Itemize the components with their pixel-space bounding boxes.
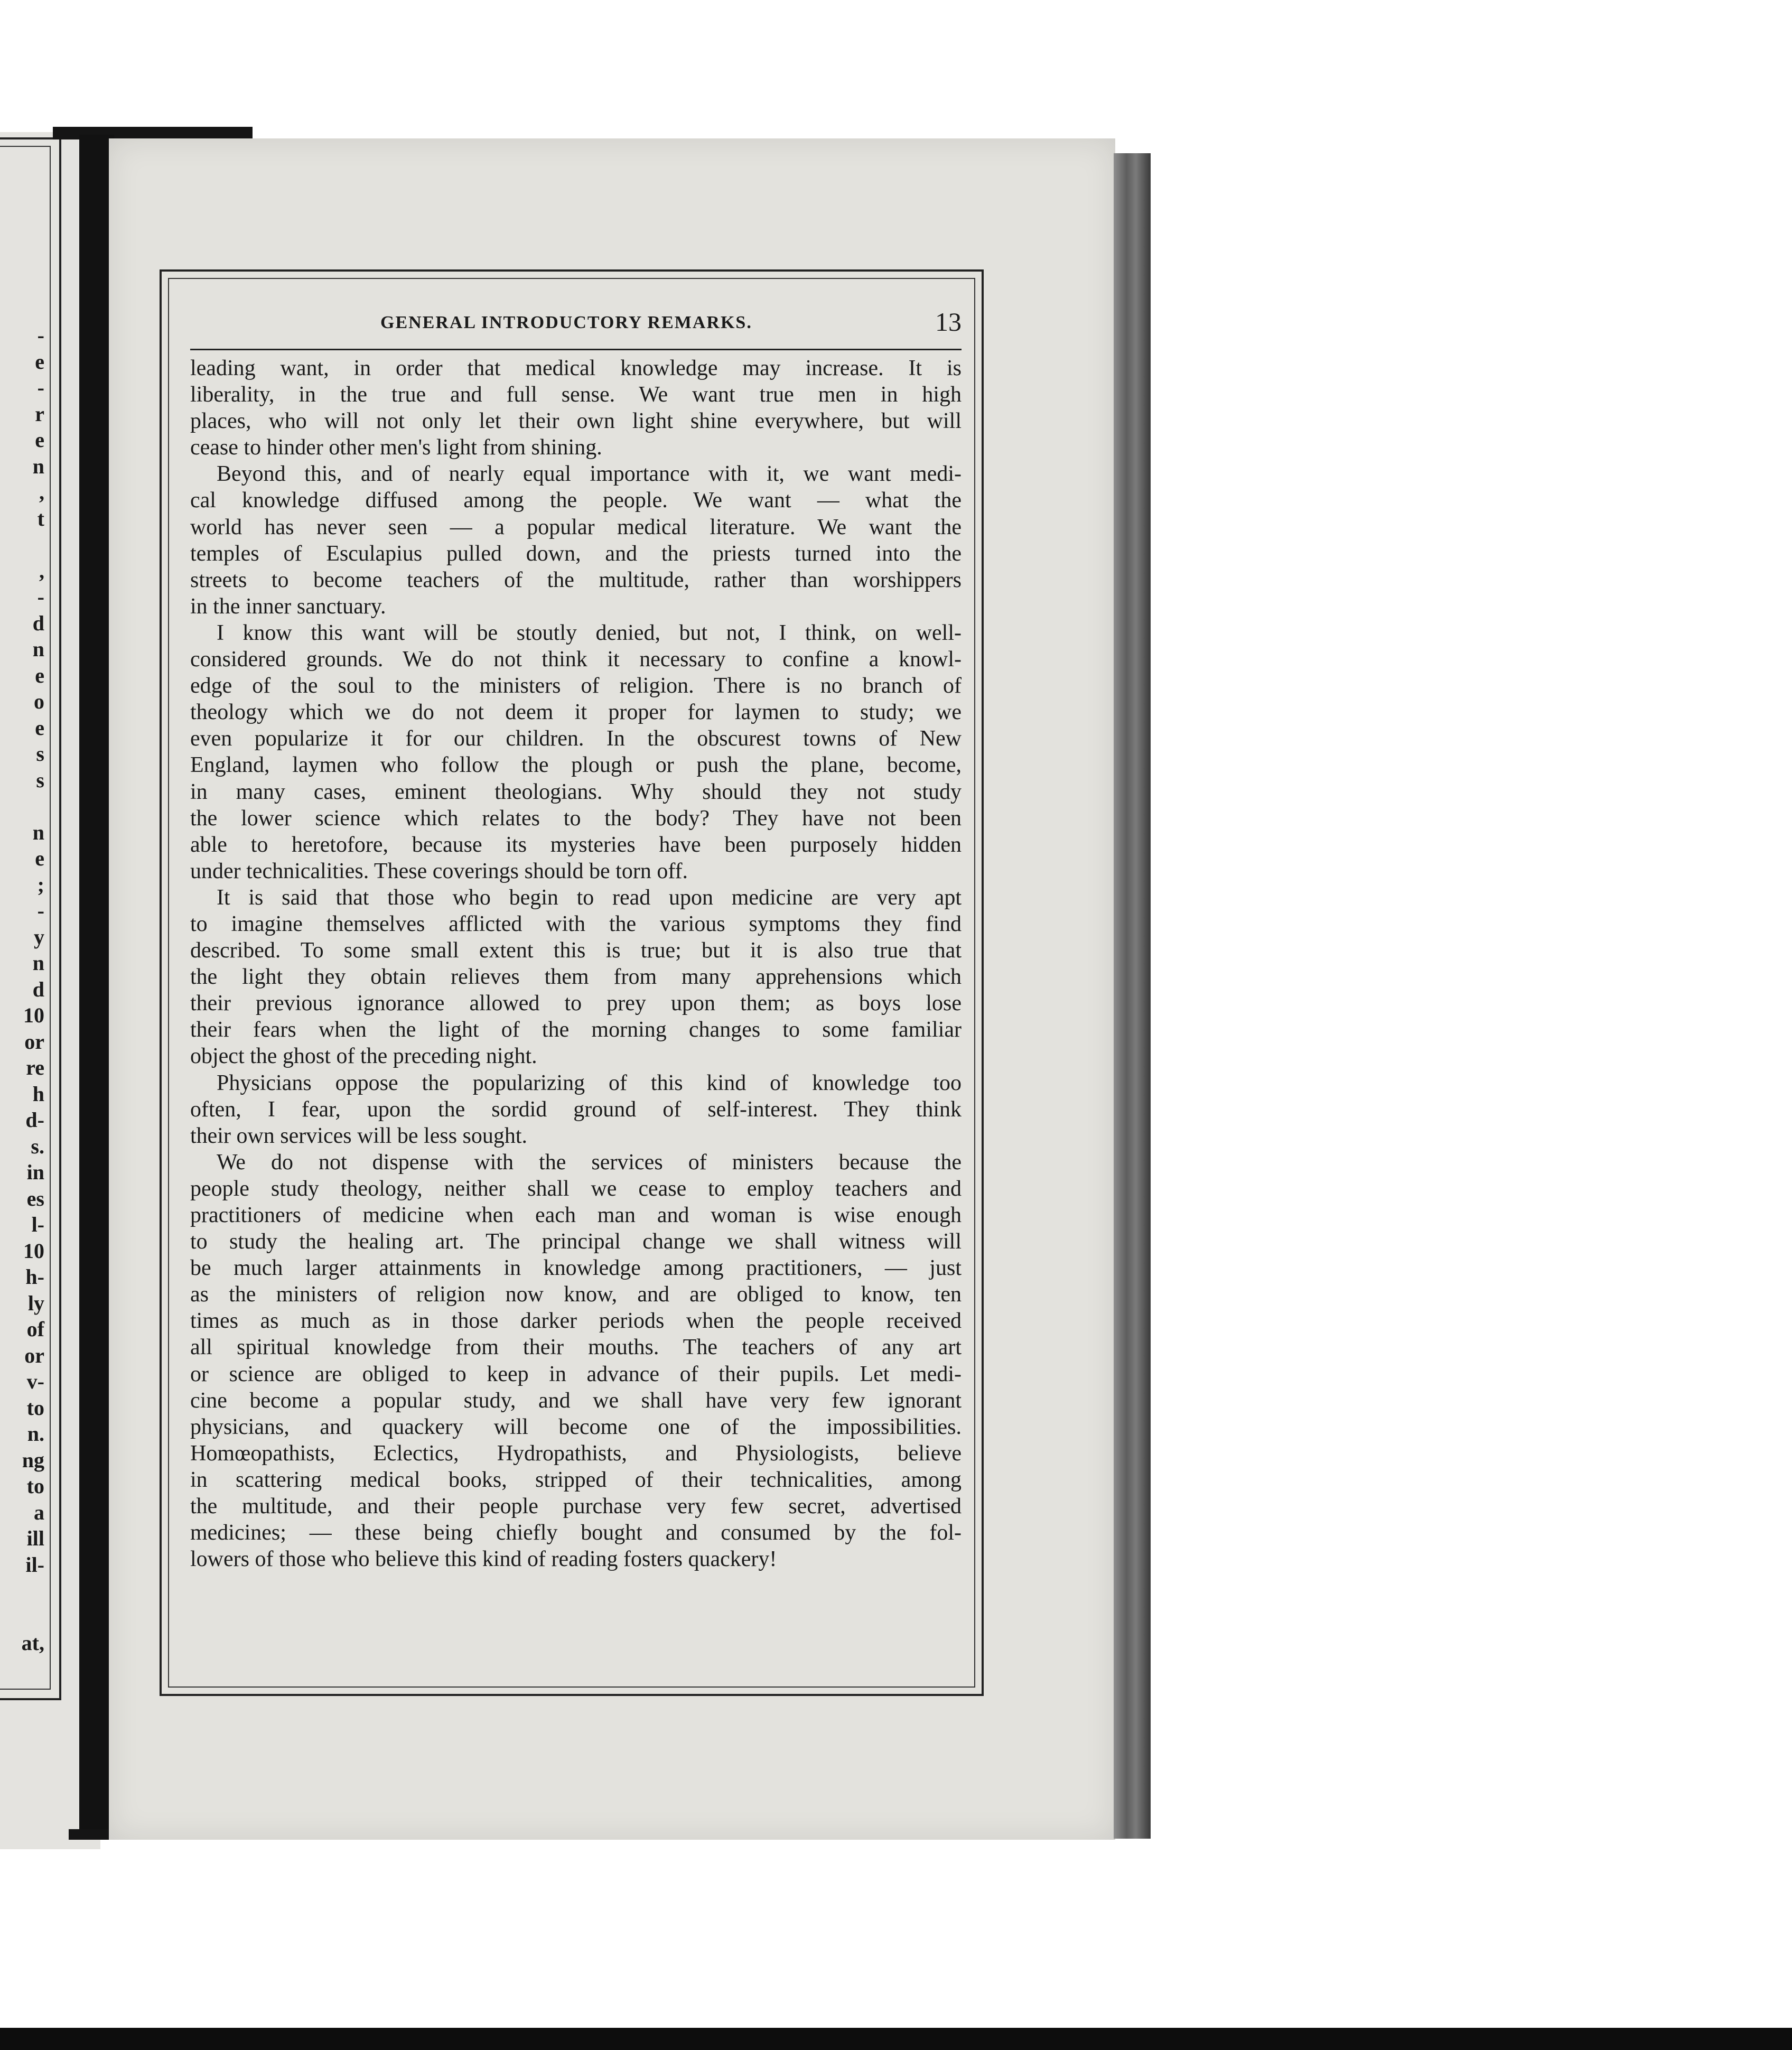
text-line: liberality, in the true and full sense. We want true men in high <box>190 383 962 407</box>
text-line: in the inner sanctuary. <box>190 594 386 619</box>
text-line: Homœopathists, Eclectics, Hydropathists, and Physiologists, believe <box>190 1441 962 1466</box>
previous-page-fragment-text: 10 <box>23 1003 44 1027</box>
text-line: edge of the soul to the ministers of religion. There is no branch of <box>190 674 962 698</box>
previous-page-fragment-text <box>0 1604 44 1630</box>
previous-page-fragment-text: l- <box>31 1213 44 1236</box>
text-line: people study theology, neither shall we cease to employ teachers and <box>190 1176 962 1201</box>
previous-page-fragment-text: d- <box>25 1108 44 1132</box>
previous-page-fragment-text: v- <box>26 1369 44 1393</box>
previous-page-fragment-text: to <box>26 1395 44 1420</box>
text-line: medicines; — these being chiefly bought and consumed by the fol- <box>190 1521 962 1545</box>
previous-page-fragment-text: - <box>37 585 44 609</box>
text-line: in scattering medical books, stripped of their technicalities, among <box>190 1467 962 1492</box>
text-line: practitioners of medicine when each man and woman is wise enough <box>190 1203 962 1227</box>
previous-page-fragment-text: d <box>32 611 44 635</box>
previous-page-fragment-text: or <box>24 1343 44 1367</box>
previous-page-fragment-text: 10 <box>23 1238 44 1263</box>
header-rule <box>190 349 962 350</box>
previous-page-fragment-text: e <box>35 846 44 870</box>
text-line: be much larger attainments in knowledge among practitioners, — just <box>190 1256 962 1281</box>
previous-page-fragment-text: h- <box>25 1265 44 1289</box>
text-line: streets to become teachers of the multitude, rather than worshippers <box>190 567 962 592</box>
previous-page-fragment-text: or <box>24 1029 44 1054</box>
previous-page-fragment-text <box>0 1578 44 1604</box>
previous-page-fragment-text: s <box>36 742 44 766</box>
previous-page-fragment-text: in <box>26 1160 44 1184</box>
previous-page-fragment-text: h <box>32 1082 44 1106</box>
previous-page-fragment-text: e <box>35 715 44 740</box>
text-line: physicians, and quackery will become one of the impossibilities. <box>190 1414 962 1439</box>
previous-page-fragment-text <box>0 532 44 558</box>
previous-page-fragment-text: n <box>32 820 44 844</box>
text-line: the lower science which relates to the body? They have not been <box>190 806 962 831</box>
running-title: GENERAL INTRODUCTORY REMARKS. <box>380 313 752 332</box>
previous-page-fragment-text: es <box>26 1186 44 1210</box>
text-line: often, I fear, upon the sordid ground of self-interest. They think <box>190 1097 962 1122</box>
previous-page-fragment-text: - <box>37 376 44 399</box>
previous-page-fragment-text: o <box>34 689 44 713</box>
previous-page-fragment-text: ill <box>26 1526 44 1550</box>
text-line: cal knowledge diffused among the people. We want — what the <box>190 488 962 513</box>
text-line: leading want, in order that medical knowledge may increase. It is <box>190 356 962 380</box>
text-line: to study the healing art. The principal change we shall witness will <box>190 1229 962 1254</box>
text-line: Beyond this, and of nearly equal importance with it, we want medi- <box>217 462 962 487</box>
previous-page-fragment-text: , <box>39 480 44 504</box>
text-line: times as much as in those darker periods when the people received <box>190 1309 962 1334</box>
text-line: I know this want will be stoutly denied, but not, I think, on well- <box>217 620 962 645</box>
page-number: 13 <box>935 307 962 337</box>
previous-page-fragment-text: ng <box>22 1448 44 1472</box>
text-line: the light they obtain relieves them from many apprehensions which <box>190 965 962 990</box>
text-line: as the ministers of religion now know, and are obliged to know, ten <box>190 1282 962 1307</box>
previous-page-fragment-text: re <box>26 1056 44 1079</box>
text-line: all spiritual knowledge from their mouths. The teachers of any art <box>190 1335 962 1360</box>
text-line: considered grounds. We do not think it necessary to confine a knowl- <box>190 647 962 672</box>
previous-page-fragment-text: , <box>39 558 44 583</box>
previous-page-fragment-text: of <box>26 1317 44 1341</box>
page-stack-edge <box>1114 153 1151 1839</box>
previous-page-fragment-text: r <box>35 402 44 426</box>
previous-page-fragment-text: n <box>32 454 44 478</box>
previous-page-fragment-text: a <box>34 1500 44 1524</box>
previous-page-fragment-text: n <box>32 637 44 661</box>
previous-page-fragment-text: s. <box>31 1134 44 1158</box>
previous-page-fragment-text: to <box>26 1474 44 1498</box>
text-line: theology which we do not deem it proper for laymen to study; we <box>190 700 962 725</box>
previous-page-fragment-text: ly <box>27 1291 44 1315</box>
previous-page-fragment-text: n <box>32 951 44 975</box>
text-line: or science are obliged to keep in advance of their pupils. Let medi- <box>190 1362 962 1386</box>
text-line: their own services will be less sought. <box>190 1123 528 1148</box>
text-line: It is said that those who begin to read upon medicine are very apt <box>217 885 962 910</box>
previous-page-fragment-text: e <box>35 349 44 374</box>
previous-page-fragment-text: e <box>35 663 44 687</box>
previous-page-fragment-text: at, <box>21 1631 44 1655</box>
previous-page-line-endings <box>0 322 44 1656</box>
previous-page-fragment-text: ; <box>37 872 44 897</box>
text-line: their fears when the light of the morning changes to some familiar <box>190 1018 962 1042</box>
text-line: We do not dispense with the services of ministers because the <box>217 1150 962 1175</box>
text-line: described. To some small extent this is true; but it is also true that <box>190 938 962 963</box>
text-line: able to heretofore, because its mysteries have been purposely hidden <box>190 832 962 857</box>
text-line: Physicians oppose the popularizing of this kind of knowledge too <box>217 1070 962 1095</box>
text-line: the multitude, and their people purchase very few secret, advertised <box>190 1494 962 1519</box>
text-line: places, who will not only let their own light shine everywhere, but will <box>190 409 962 434</box>
previous-page-fragment-text <box>0 793 44 819</box>
text-line: lowers of those who believe this kind of reading fosters quackery! <box>190 1547 777 1572</box>
previous-page-fragment-text: n. <box>27 1422 44 1446</box>
text-line: cine become a popular study, and we shall have very few ignorant <box>190 1388 962 1413</box>
previous-page-fragment-text: - <box>37 899 44 922</box>
text-line: object the ghost of the preceding night. <box>190 1044 537 1069</box>
text-line: to imagine themselves afflicted with the various symptoms they find <box>190 911 962 936</box>
text-line: temples of Esculapius pulled down, and the priests turned into the <box>190 541 962 566</box>
text-line: in many cases, eminent theologians. Why should they not study <box>190 779 962 804</box>
text-line: world has never seen — a popular medical literature. We want the <box>190 515 962 539</box>
running-head <box>190 306 962 338</box>
text-line: even popularize it for our children. In the obscurest towns of New <box>190 726 962 751</box>
previous-page-fragment-text: t <box>37 506 44 530</box>
scan-bottom-edge <box>0 2028 1792 2050</box>
previous-page-fragment-text: il- <box>25 1552 44 1577</box>
text-line: under technicalities. These coverings should be torn off. <box>190 859 688 883</box>
previous-page-fragment-text: e <box>35 428 44 452</box>
text-line: their previous ignorance allowed to prey upon them; as boys lose <box>190 991 962 1016</box>
previous-page-fragment-text: - <box>37 323 44 347</box>
previous-page-fragment-text: d <box>32 977 44 1001</box>
text-line: England, laymen who follow the plough or push the plane, become, <box>190 753 962 778</box>
previous-page-fragment-text: s <box>36 768 44 792</box>
previous-page-fragment-text: y <box>34 925 44 949</box>
text-line: cease to hinder other men's light from shining. <box>190 435 602 460</box>
body-text <box>190 355 962 1572</box>
